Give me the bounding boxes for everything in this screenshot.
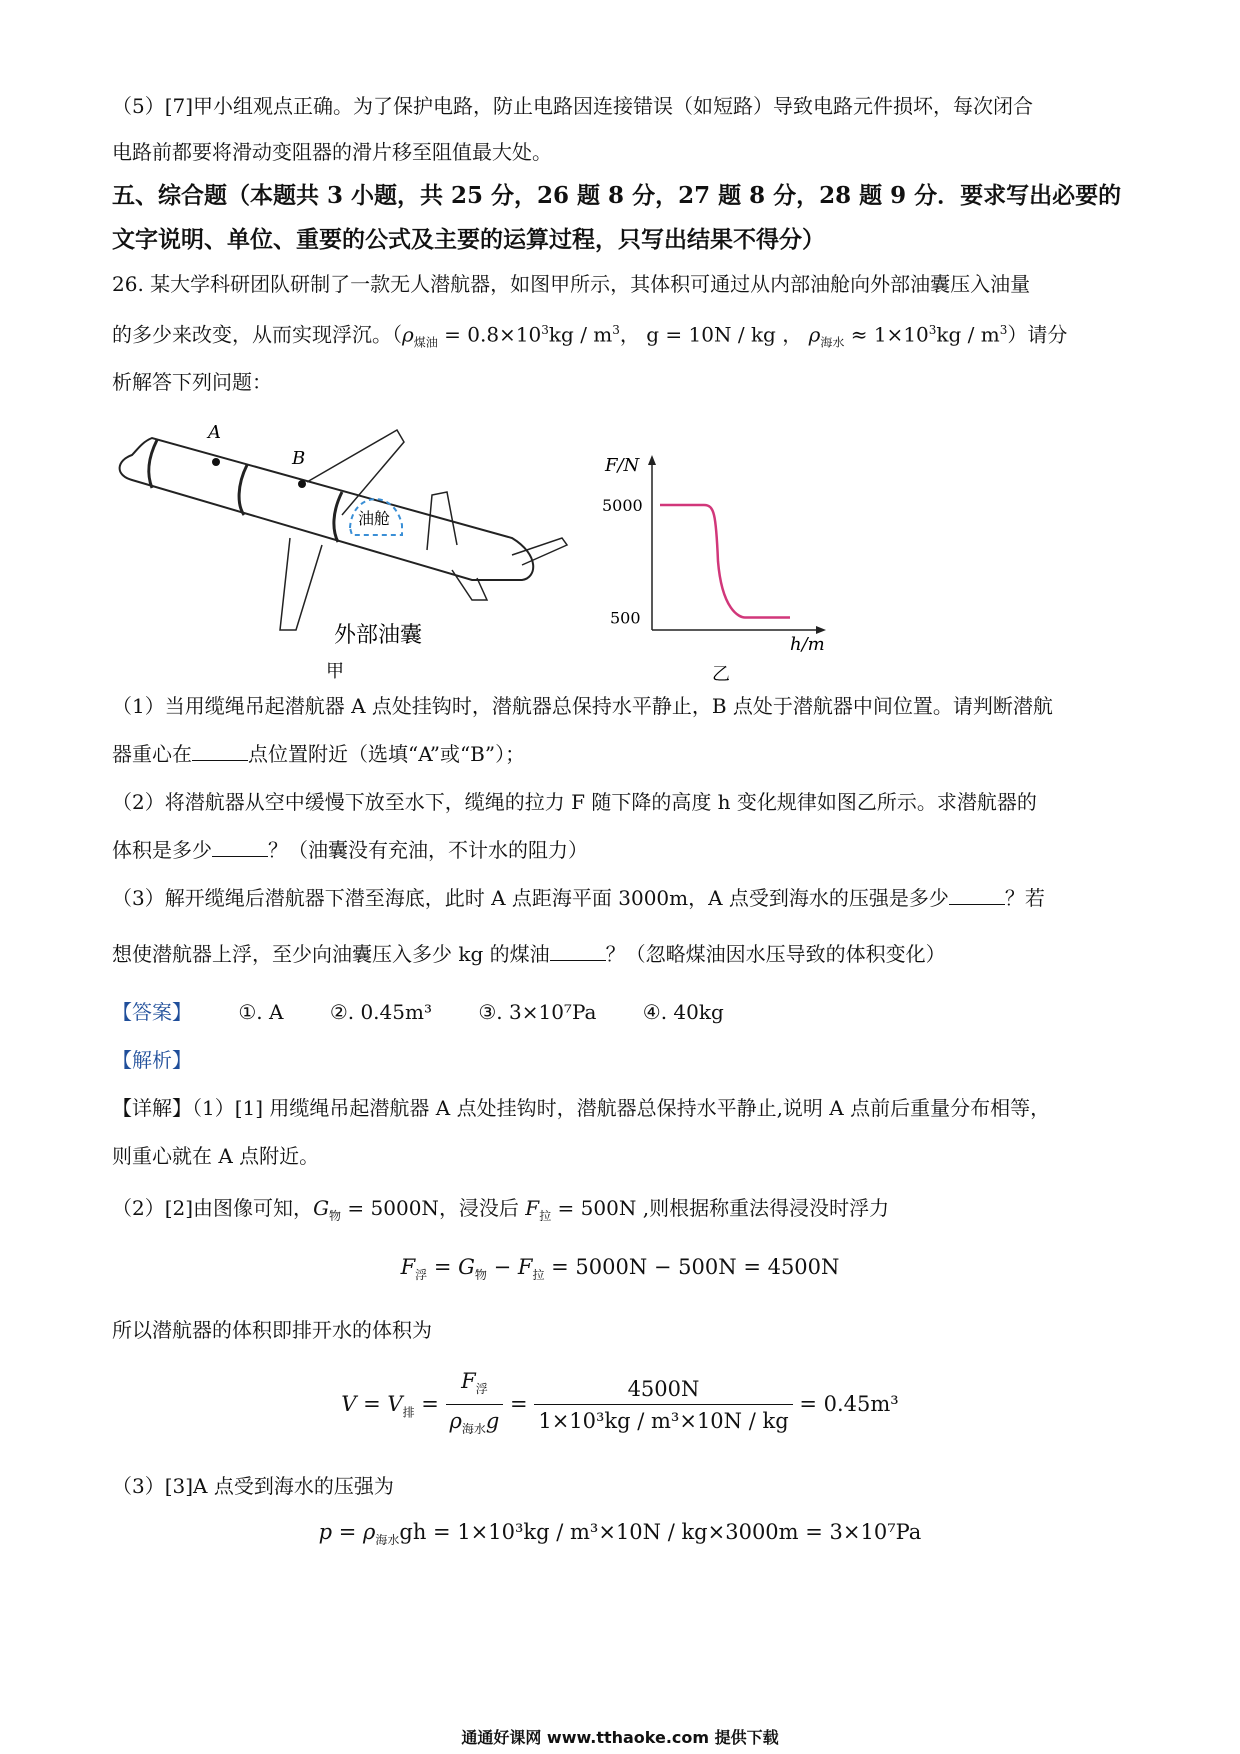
q26-3-line2: 想使潜航器上浮，至少向油囊压入多少 kg 的煤油 ？（忽略煤油因水压导致的体积变化） bbox=[112, 942, 946, 966]
q26-3-line1: （3）解开缆绳后潜航器下潜至海底，此时 A 点距海平面 3000m，A 点受到海水的压强是多少 ？若 bbox=[112, 886, 1045, 910]
q25-5-line1: （5）[7]甲小组观点正确。为了保护电路，防止电路因连接错误（如短路）导致电路元件损坏，每次闭合 bbox=[112, 94, 1034, 118]
answer-blank[interactable] bbox=[949, 886, 1005, 905]
lower-fin bbox=[280, 538, 322, 630]
equation-pressure: $p = \rho_{海水}gh = 1\times 10^3kg / m^3\times 10N / kg\times 3000m = 3\times 10^7Pa$ bbox=[318, 1520, 922, 1548]
equation-volume: $V = V_排$ = $\frac{F_浮}{\rho_{海水}g}$ = $\frac{4500N}{\text{1×10³kg / m³×10N / kg}}$ = 0.45m³ bbox=[0, 1366, 1240, 1445]
answer-blank[interactable] bbox=[212, 838, 268, 857]
hull-segment-line bbox=[149, 440, 157, 488]
label-b: B bbox=[292, 448, 306, 469]
detail-line2: 则重心就在 A 点附近。 bbox=[112, 1144, 320, 1168]
section-heading-line2: 文字说明、单位、重要的公式及主要的运算过程，只写出结果不得分） bbox=[112, 226, 825, 253]
y-axis-arrow bbox=[648, 455, 656, 465]
analysis-label: 【解析】 bbox=[112, 1048, 192, 1072]
y-tick-label: 5000 bbox=[602, 496, 643, 515]
hull-outline bbox=[120, 438, 534, 580]
section-heading-line1: 五、综合题（本题共 3 小题，共 25 分，26 题 8 分，27 题 8 分，28 题 9 分．要求写出必要的 bbox=[112, 182, 1122, 209]
q26-stem-line3: 析解答下列问题： bbox=[112, 370, 272, 394]
point-b bbox=[298, 480, 306, 488]
hull-segment-line bbox=[334, 492, 342, 542]
answer-1: ①. A bbox=[238, 1000, 284, 1024]
y-axis-label: F/N bbox=[605, 455, 640, 476]
answer-3: ③. 3×10⁷Pa bbox=[478, 1000, 597, 1024]
x-axis-arrow bbox=[816, 626, 826, 634]
detail-2-line: （2）[2]由图像可知，$G_物 = 5000N$，浸没后 $F_拉 = 500N$ ,则根据称重法得浸没时浮力 bbox=[112, 1196, 890, 1223]
answer-label: 【答案】 bbox=[112, 1000, 192, 1024]
caption-jia: 甲 bbox=[326, 661, 344, 680]
label-a: A bbox=[208, 422, 221, 443]
upper-fin bbox=[307, 430, 404, 515]
x-axis-label: h/m bbox=[790, 634, 825, 655]
answer-blank[interactable] bbox=[550, 942, 606, 961]
equation-buoyancy: $F_浮 = G_物 - F_拉 = 5000N - 500N = 4500N$ bbox=[400, 1255, 840, 1283]
point-a bbox=[212, 458, 220, 466]
q26-1-line2: 器重心在 点位置附近（选填“A”或“B”）； bbox=[112, 742, 526, 766]
volume-intro: 所以潜航器的体积即排开水的体积为 bbox=[112, 1318, 432, 1342]
caption-yi: 乙 bbox=[712, 664, 730, 685]
q26-stem-line1: 26. 某大学科研团队研制了一款无人潜航器，如图甲所示，其体积可通过从内部油舱向外部油囊压入油量 bbox=[112, 272, 1031, 296]
q25-5-line2: 电路前都要将滑动变阻器的滑片移至阻值最大处。 bbox=[112, 140, 552, 164]
tail-cable bbox=[512, 538, 567, 565]
outer-bag-label: 外部油囊 bbox=[334, 623, 423, 648]
answer-blank[interactable] bbox=[192, 742, 248, 761]
detail-3-line: （3）[3]A 点受到海水的压强为 bbox=[112, 1474, 394, 1498]
figure-yi-chart bbox=[600, 455, 840, 685]
force-curve bbox=[660, 505, 790, 618]
answer-4: ④. 40kg bbox=[642, 1000, 724, 1024]
answer-2: ②. 0.45m³ bbox=[329, 1000, 432, 1024]
detail-line1: 【详解】（1）[1] 用缆绳吊起潜航器 A 点处挂钩时，潜航器总保持水平静止,说明 A 点前后重量分布相等， bbox=[112, 1096, 1051, 1120]
hull-segment-line bbox=[239, 465, 247, 515]
y-tick-label: 500 bbox=[610, 608, 641, 628]
q26-1-line1: （1）当用缆绳吊起潜航器 A 点处挂钩时，潜航器总保持水平静止，B 点处于潜航器中间位置。请判断潜航 bbox=[112, 694, 1053, 718]
q26-2-line1: （2）将潜航器从空中缓慢下放至水下，缆绳的拉力 F 随下降的高度 h 变化规律如图乙所示。求潜航器的 bbox=[112, 790, 1037, 814]
footer-source: 通通好课网 www.tthaoke.com 提供下载 bbox=[461, 1728, 779, 1747]
fraction-2: $\frac{4500N}{\text{1×10³kg / m³×10N / kg}}$ bbox=[534, 1374, 792, 1437]
answer-line bbox=[112, 998, 1132, 1026]
figure-jia-submersible bbox=[112, 420, 582, 680]
tail-fin bbox=[427, 492, 457, 550]
q26-stem-line2: 的多少来改变，从而实现浮沉。（$\rho_{煤油} = 0.8\times 10^3kg / m^3$， g = 10N / kg ， $\rho_{海水} \approx 1\times 10^3kg / m^3$）请分 bbox=[112, 322, 1068, 350]
oil-tank-label: 油舱 bbox=[358, 509, 391, 528]
fraction-1: $\frac{F_浮}{\rho_{海水}g}$ bbox=[446, 1366, 504, 1445]
q26-2-line2: 体积是多少 ？（油囊没有充油，不计水的阻力） bbox=[112, 838, 588, 862]
propeller bbox=[452, 570, 487, 600]
